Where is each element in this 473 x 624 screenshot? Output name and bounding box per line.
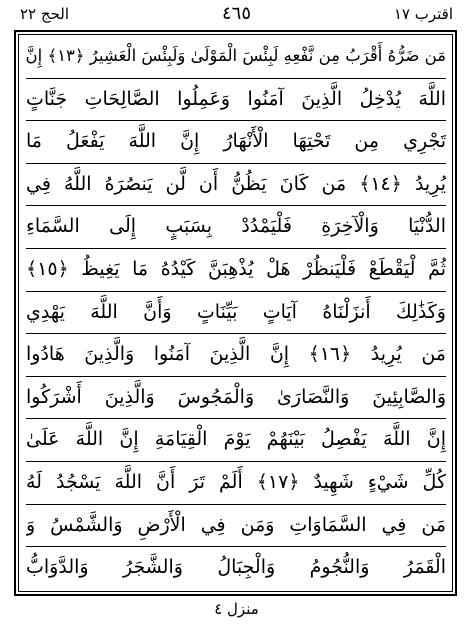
verse-line-1: مَن ضَرُّهُ أَقْرَبُ مِن نَّفْعِهِ لَبِئْسَ الْمَوْلَىٰ وَلَبِئْسَ الْعَشِيرُ ﴿١٣﴾ إِنَّ xyxy=(26,36,446,79)
verse-line-9: وَالصَّابِئِينَ وَالنَّصَارَىٰ وَالْمَجُوسَ وَالَّذِينَ أَشْرَكُوا xyxy=(26,377,446,420)
verse-line-5: الدُّنْيَا وَالْآخِرَةِ فَلْيَمْدُدْ بِسَبَبٍ إِلَى السَّمَاءِ xyxy=(26,206,446,249)
manzil-marker: منزل ٤ xyxy=(214,600,259,618)
verse-line-3: تَجْرِي مِن تَحْتِهَا الْأَنْهَارُ إِنَّ اللَّهَ يَفْعَلُ مَا xyxy=(26,121,446,164)
page-header xyxy=(18,2,455,28)
verse-line-12: مَن فِي السَّمَاوَاتِ وَمَن فِي الْأَرْضِ وَالشَّمْسُ وَ xyxy=(26,505,446,548)
verse-lines xyxy=(26,36,446,590)
page-number: ٤٦٥ xyxy=(221,3,252,24)
verse-line-8: مَن يُرِيدُ ﴿١٦﴾ إِنَّ الَّذِينَ آمَنُوا وَالَّذِينَ هَادُوا xyxy=(26,334,446,377)
surah-name: الحج ٢٢ xyxy=(20,5,69,23)
verse-line-10: إِنَّ اللَّهَ يَفْصِلُ بَيْنَهُمْ يَوْمَ الْقِيَامَةِ إِنَّ اللَّهَ عَلَىٰ xyxy=(26,419,446,462)
verse-line-6: ثُمَّ لْيَقْطَعْ فَلْيَنظُرْ هَلْ يُذْهِبَنَّ كَيْدُهُ مَا يَغِيظُ ﴿١٥﴾ xyxy=(26,249,446,292)
verse-line-7: وَكَذَٰلِكَ أَنزَلْنَاهُ آيَاتٍ بَيِّنَاتٍ وَأَنَّ اللَّهَ يَهْدِي xyxy=(26,292,446,335)
verse-line-13: الْقَمَرُ وَالنُّجُومُ وَالْجِبَالُ وَالشَّجَرُ وَالدَّوَابُّ xyxy=(26,556,446,579)
juz-name: اقترب ١٧ xyxy=(393,5,453,23)
verse-line-4: يُرِيدُ ﴿١٤﴾ مَن كَانَ يَظُنُّ أَن لَّن يَنصُرَهُ اللَّهُ فِي xyxy=(26,164,446,207)
verse-line-11: كُلِّ شَيْءٍ شَهِيدٌ ﴿١٧﴾ أَلَمْ تَرَ أَنَّ اللَّهَ يَسْجُدُ لَهُ xyxy=(26,462,446,505)
verse-line-2: اللَّهَ يُدْخِلُ الَّذِينَ آمَنُوا وَعَمِلُوا الصَّالِحَاتِ جَنَّاتٍ xyxy=(26,79,446,122)
